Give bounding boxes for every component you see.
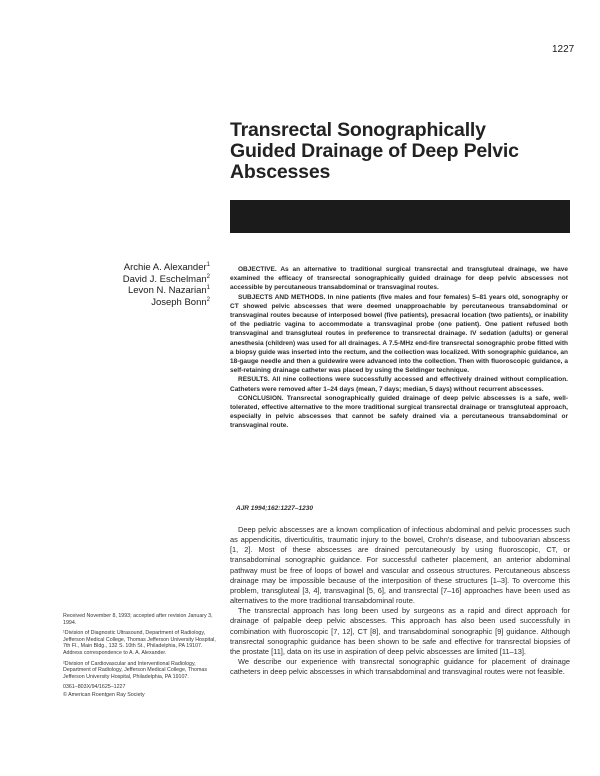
author: Archie A. Alexander$^1$ — [123, 262, 210, 273]
abstract-objective: OBJECTIVE. As an alternative to traditional surgical transrectal and transgluteal drainage, we have examined the efficacy of transrectal sonographically guided drainage for deep pelvic abscesses not accessible by percutaneous transabdominal or transvaginal routes. — [230, 266, 568, 292]
body-paragraph: We describe our experience with transrectal sonographic guidance for placement of drainage catheters in deep pelvic abscesses in which transabdominal and transvaginal routes were not feasible. — [230, 657, 570, 677]
page-number: 1227 — [552, 44, 575, 55]
title-line: Transrectal Sonographically — [230, 119, 486, 141]
author-list — [40, 262, 210, 308]
journal-citation: AJR 1994;162:1227–1230 — [236, 505, 313, 512]
footnote-received: Received November 8, 1993; accepted after revision January 3, 1994. — [63, 613, 213, 626]
footnote-copyright: © American Roentgen Ray Society — [63, 691, 145, 698]
body-paragraph: Deep pelvic abscesses are a known complication of infectious abdominal and pelvic processes such as appendicitis, diverticulitis, traumatic injury to the bowel, Crohn's disease, and tuboovarian abscess [1, 2]. Most of these abscesses are drained percutaneously by using fluoroscopic, CT, or transabdominal sonographic guidance. For successful catheter placement, an anterior abdominal pathway must be free of loops of bowel and vascular and osseous structures. Percutaneous abscess drainage may be impossible because of the interposition of these structures [1–3]. To overcome this problem, transgluteal [3, 4], transvaginal [5, 6], and transrectal [7–16] approaches have been used as alternatives to the more traditional transabdominal route. — [230, 525, 570, 606]
title-line: Abscesses — [230, 161, 331, 183]
footnotes — [63, 613, 218, 703]
body-paragraph: The transrectal approach has long been used by surgeons as a rapid and direct approach for drainage of palpable deep pelvic abscesses. This approach has also been used successfully in combination with fluoroscopic [7, 12], CT [8], and transabdominal sonographic [9] guidance. Although transrectal sonographic guidance has been shown to be safe and effective for transrectal biopsies of the prostate [11], data on its use in aspiration of deep pelvic abscesses are limited [11–13]. — [230, 606, 570, 656]
title-line: Guided Drainage of Deep Pelvic — [230, 140, 519, 162]
body-text — [230, 525, 570, 677]
title-decorative-bar — [230, 200, 570, 233]
abstract — [230, 265, 568, 431]
author: David J. Eschelman$^2$ — [122, 273, 210, 285]
article-title — [230, 120, 570, 183]
footnote-affiliation-2: ²Division of Cardiovascular and Interventional Radiology, Department of Radiology, Jefferson Medical College, Thomas Jefferson University Hospital, Philadelphia, PA 19107. — [63, 660, 207, 680]
footnote-affiliation-1: ¹Division of Diagnostic Ultrasound, Department of Radiology, Jefferson Medical College, Thomas Jefferson University Hospital, 7th Fl., Main Bldg., 132 S. 10th St., Philadelphia, PA 19107. Address correspondence to A. A. Alexander. — [63, 630, 216, 656]
author: Joseph Bonn$^2$ — [151, 296, 210, 308]
footnote-issn: 0361–803X/94/1625–1227 — [63, 684, 126, 691]
abstract-conclusion: CONCLUSION. Transrectal sonographically guided drainage of deep pelvic abscesses is a safe, well-tolerated, effective alternative to the more traditional surgical transrectal drainage or transgluteal approach, especially in pelvic abscesses that cannot be safely drained via a percutaneous transabdominal or transvaginal route. — [230, 394, 568, 430]
abstract-results: RESULTS. All nine collections were successfully accessed and effectively drained without complication. Catheters were removed after 1–24 days (mean, 7 days; median, 5 days) without recurrent abscesses. — [230, 376, 568, 393]
abstract-methods: SUBJECTS AND METHODS. In nine patients (five males and four females) 5–81 years old, sonography or CT showed pelvic abscesses that were deemed unapproachable by percutaneous transabdominal or transvaginal routes because of interposed bowel (five patients), presacral location (two patients), or inability of the pediatric vagina to accommodate a transvaginal probe (one patient). One patient refused both transvaginal and transgluteal routes in preference to transrectal drainage. IV sedation (adults) or general anesthesia (children) was used for all drainages. A 7.5-MHz end-fire transrectal sonographic probe fitted with a biopsy guide was inserted into the rectum, and the collection was localized. With sonographic guidance, an 18-gauge needle and then a guidewire were advanced into the collection. Then with fluoroscopic guidance, a self-retaining drainage catheter was placed by using the Seldinger technique. — [230, 293, 569, 375]
author: Levon N. Nazarian$^1$ — [127, 285, 210, 296]
